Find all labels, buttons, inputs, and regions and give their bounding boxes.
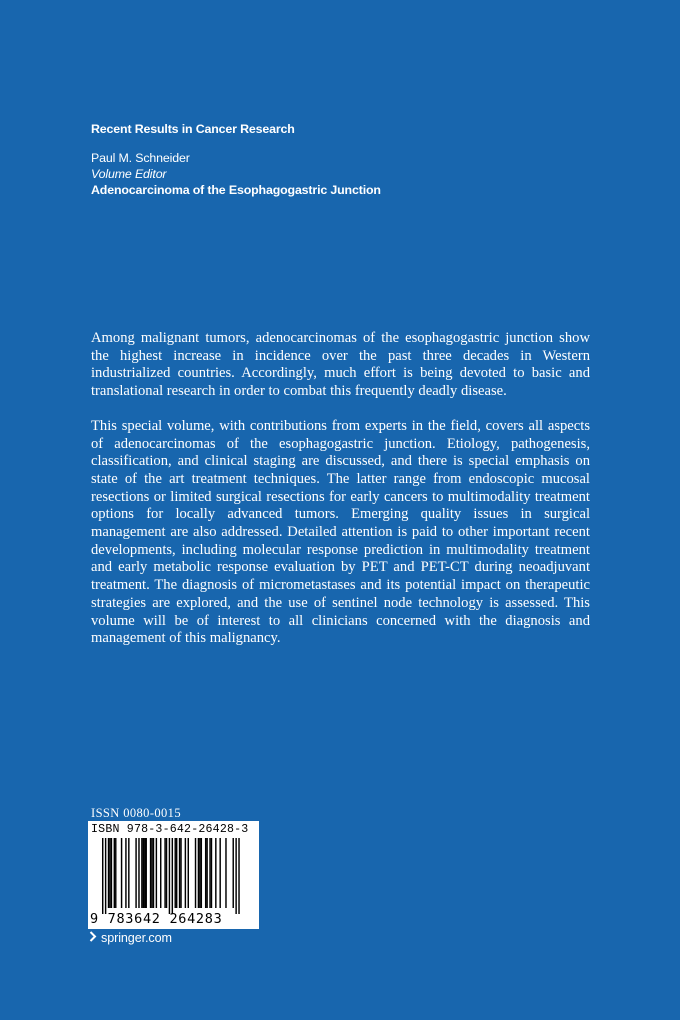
barcode-bar [233,838,234,908]
barcode-bar [166,838,167,908]
barcode-bar [209,838,210,908]
barcode-bar [108,838,109,908]
barcode-digits: 9 783642 264283 [90,911,223,927]
blurb-paragraph: This special volume, with contributions from experts in the field, covers all aspects of adenocarcinomas of the esophagogastric junction. Etiology, pathogenesis, classification, and clinical staging are discussed, and there is special emphasis on state of the art treatment techniques. The latter range from endoscopic mucosal resections or limited surgical resections for early cancers to multimodality treatment options for locally advanced tumors. Emerging quality issues in surgical management are also addressed. Detailed attention is paid to other important recent developments, including molecular response prediction in multimodality treatment and early metabolic response evaluation by PET and PET-CT during neoadjuvant treatment. The diagnosis of micrometastases and its potential impact on therapeutic strategies are explored, and the use of sentinel node technology is assessed. This volume will be of interest to all clinicians concerned with the diagnosis and management of this malignancy. [91,417,590,647]
barcode-bar [176,838,177,908]
barcode-bar [238,838,239,914]
barcode-bar [219,838,220,908]
barcode-bar [201,838,202,908]
series-info [91,121,381,198]
barcode-bars [102,838,250,914]
barcode-bar [111,838,112,908]
issn-number: ISSN 0080-0015 [91,806,181,820]
publisher-url: springer.com [101,931,172,945]
barcode-bar [141,838,142,908]
barcode-bar [215,838,216,908]
barcode-bar [153,838,154,908]
editor-name: Paul M. Schneider [91,151,190,165]
editor-role: Volume Editor [91,167,167,181]
barcode-bar [143,838,144,908]
barcode-bar [160,838,161,908]
barcode-bar [109,838,110,908]
barcode-bar [198,838,199,908]
barcode-bar [135,838,136,908]
barcode-bar [125,838,126,908]
barcode-bar [169,838,170,914]
barcode-bar [206,838,207,908]
barcode [88,821,259,929]
barcode-bar [180,838,181,908]
series-title: Recent Results in Cancer Research [91,122,295,136]
barcode-bar [188,838,189,908]
blurb-paragraph: Among malignant tumors, adenocarcinomas of the esophagogastric junction show the highest increase in incidence over the past three decades in Western industrialized countries. Accordingly, much effort is being devoted to basic and translational research in order to combat this frequently deadly disease. [91,330,590,400]
barcode-bar [179,838,180,908]
barcode-bar [150,838,151,908]
barcode-bar [146,838,147,908]
barcode-bar [121,838,122,908]
barcode-bar [195,838,196,908]
isbn-number: ISBN 978-3-642-26428-3 [91,823,249,836]
barcode-bar [172,838,173,914]
barcode-bar [151,838,152,908]
barcode-bar [128,838,129,908]
barcode-bar [102,838,103,914]
barcode-bar [199,838,200,908]
barcode-bar [175,838,176,908]
barcode-bar [185,838,186,908]
barcode-bar [225,838,226,908]
barcode-bar [105,838,106,914]
chevron-right-icon [89,931,97,945]
barcode-bar [156,838,157,908]
barcode-bar [164,838,165,908]
blurb [91,330,590,665]
book-title: Adenocarcinoma of the Esophagogastric Junction [91,183,381,197]
barcode-bar [211,838,212,908]
barcode-bar [115,838,116,908]
publisher-link[interactable] [89,931,172,945]
barcode-bar [144,838,145,908]
barcode-bar [114,838,115,908]
barcode-bar [138,838,139,908]
barcode-bar [205,838,206,908]
barcode-bar [235,838,236,914]
